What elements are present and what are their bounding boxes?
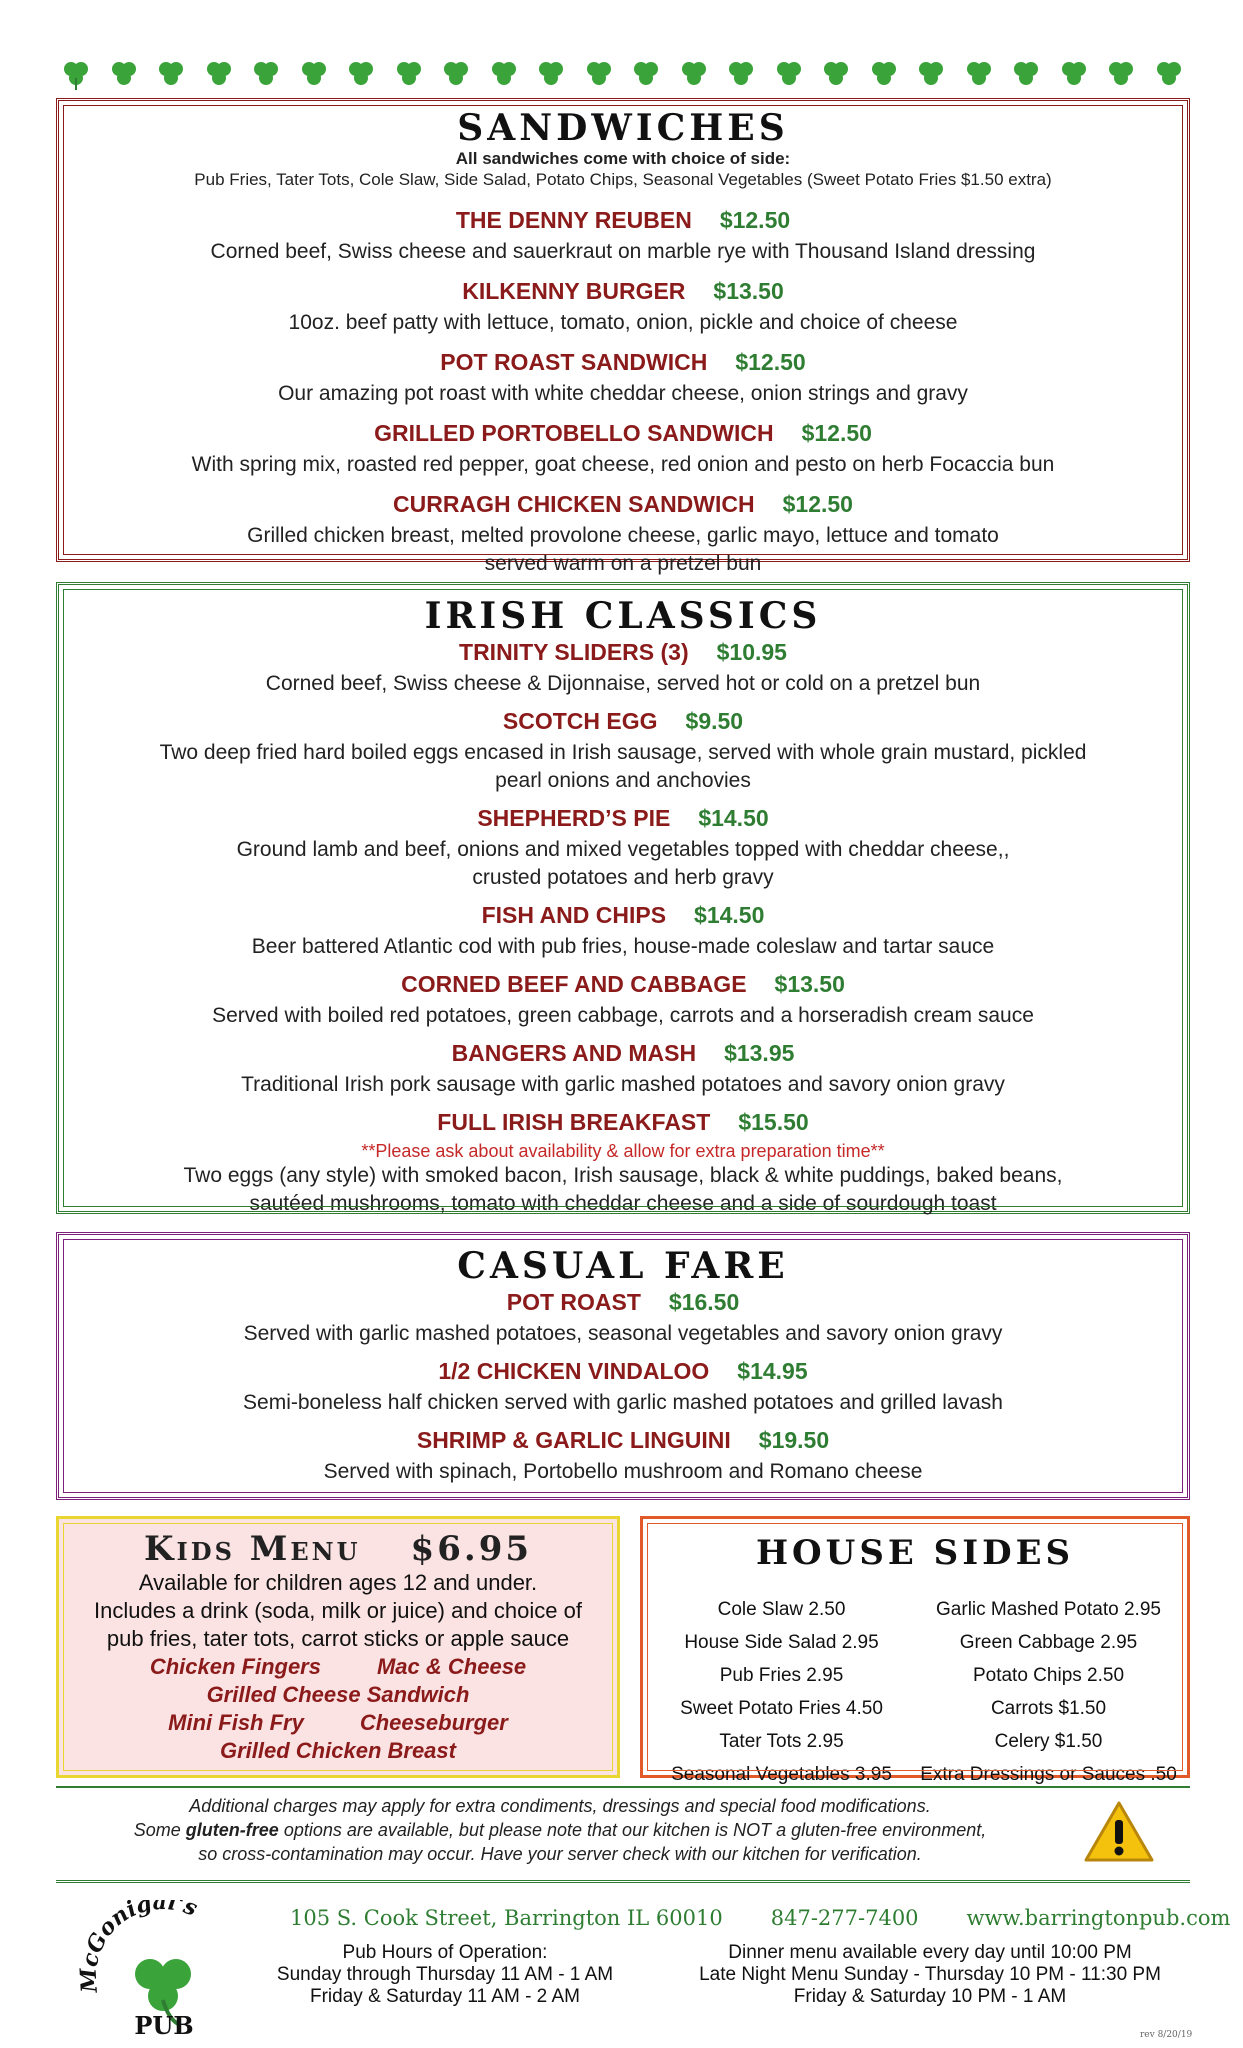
item-name: GRILLED PORTOBELLO SANDWICH	[374, 420, 774, 446]
sides-note-heading: All sandwiches come with choice of side:	[455, 149, 791, 168]
menu-item	[59, 489, 1187, 578]
section-title: IRISH CLASSICS	[424, 595, 822, 637]
menu-item	[59, 418, 1187, 479]
hours-title: Pub Hours of Operation:	[342, 1942, 548, 1963]
item-price: $12.50	[782, 491, 853, 517]
menu-item	[59, 1287, 1187, 1348]
hours-line: Sunday through Thursday 11 AM - 1 AM	[276, 1964, 614, 1985]
item-description-cont: served warm on a pretzel bun	[484, 552, 762, 575]
item-name: SHEPHERD’S PIE	[477, 805, 671, 831]
shamrock-icon	[298, 58, 330, 90]
shamrock-icon	[345, 58, 377, 90]
gluten-free-emphasis: gluten-free	[185, 1820, 279, 1840]
shamrock-icon	[155, 58, 187, 90]
shamrock-icon	[393, 58, 425, 90]
revision-note: rev 8/20/19	[1140, 2030, 1193, 2040]
warning-icon	[1083, 1800, 1155, 1864]
shamrock-icon	[725, 58, 757, 90]
kids-item: Chicken Fingers	[149, 1654, 321, 1679]
item-price: $12.50	[735, 349, 806, 375]
address: 105 S. Cook Street, Barrington IL 60010	[290, 1906, 723, 1930]
shamrock-icon	[1010, 58, 1042, 90]
menu-item	[59, 1107, 1187, 1218]
side-item: Garlic Mashed Potato 2.95	[936, 1599, 1161, 1620]
disclaimer-line: so cross-contamination may occur. Have your server check with our kitchen for verification.	[198, 1844, 922, 1864]
kids-text-line: Available for children ages 12 and under.	[138, 1570, 538, 1595]
hours-line: Dinner menu available every day until 10:00 PM	[728, 1942, 1132, 1963]
kids-item: Mac & Cheese	[376, 1654, 527, 1679]
menu-item	[59, 347, 1187, 408]
shamrock-icon	[60, 58, 92, 90]
svg-text:PUB: PUB	[134, 2011, 194, 2040]
kids-text-line: pub fries, tater tots, carrot sticks or apple sauce	[106, 1626, 570, 1651]
item-description: Corned beef, Swiss cheese and sauerkraut on marble rye with Thousand Island dressing	[210, 240, 1036, 263]
menu-item	[59, 205, 1187, 266]
divider	[56, 1880, 1190, 1883]
item-name: FULL IRISH BREAKFAST	[437, 1109, 711, 1135]
item-description: Corned beef, Swiss cheese & Dijonnaise, served hot or cold on a pretzel bun	[265, 672, 981, 695]
side-item: House Side Salad 2.95	[684, 1632, 879, 1653]
item-name: THE DENNY REUBEN	[455, 207, 692, 233]
shamrock-icon	[963, 58, 995, 90]
section-title: Kids Menu	[143, 1529, 361, 1569]
shamrock-icon	[583, 58, 615, 90]
sandwiches-section	[56, 98, 1190, 575]
kids-item: Mini Fish Fry	[168, 1710, 304, 1735]
item-name: FISH AND CHIPS	[481, 902, 667, 928]
svg-text:McGonigal's: McGonigal's	[78, 1900, 202, 1994]
casual-fare-section	[56, 1232, 1190, 1500]
item-description: Served with boiled red potatoes, green cabbage, carrots and a horseradish cream sauce	[212, 1004, 1034, 1027]
menu-item	[59, 1038, 1187, 1099]
item-price: $14.50	[694, 902, 765, 928]
side-item: Sweet Potato Fries 4.50	[680, 1698, 883, 1719]
availability-note: **Please ask about availability & allow for extra preparation time**	[361, 1141, 885, 1161]
side-item: Extra Dressings or Sauces .50	[920, 1764, 1177, 1785]
menu-item	[59, 637, 1187, 698]
kids-item: Grilled Chicken Breast	[220, 1738, 456, 1763]
dinner-hours	[680, 1942, 1180, 2008]
item-name: POT ROAST	[506, 1289, 641, 1315]
shamrock-icon	[488, 58, 520, 90]
item-price: $12.50	[719, 207, 791, 233]
side-item: Seasonal Vegetables 3.95	[671, 1764, 892, 1785]
sides-note-list: Pub Fries, Tater Tots, Cole Slaw, Side Salad, Potato Chips, Seasonal Vegetables (Sweet Potato Fries $1.50 extra)	[194, 170, 1052, 189]
item-price: $15.50	[738, 1109, 809, 1135]
hours-line: Friday & Saturday 11 AM - 2 AM	[310, 1986, 580, 2007]
item-price: $10.95	[716, 639, 787, 665]
contact-line	[290, 1906, 1231, 1930]
disclaimer	[60, 1794, 1060, 1866]
shamrock-icon	[820, 58, 852, 90]
shamrock-icon	[1105, 58, 1137, 90]
item-price: $13.50	[774, 971, 845, 997]
menu-item	[59, 706, 1187, 795]
shamrock-icon	[1153, 58, 1185, 90]
item-price: $13.95	[724, 1040, 795, 1066]
item-name: BANGERS AND MASH	[451, 1040, 697, 1066]
item-price: $19.50	[758, 1427, 830, 1453]
item-name: 1/2 CHICKEN VINDALOO	[438, 1358, 710, 1384]
menu-item	[59, 969, 1187, 1030]
item-name: SCOTCH EGG	[502, 708, 658, 734]
side-item: Green Cabbage 2.95	[959, 1632, 1138, 1653]
website-link[interactable]: www.barringtonpub.com	[966, 1906, 1231, 1930]
divider	[56, 1786, 1190, 1788]
shamrock-icon	[868, 58, 900, 90]
item-price: $14.95	[737, 1358, 808, 1384]
side-item: Celery $1.50	[994, 1731, 1103, 1752]
pub-logo	[78, 1900, 248, 2040]
disclaimer-line: Additional charges may apply for extra condiments, dressings and special food modifications.	[189, 1796, 931, 1816]
item-name: POT ROAST SANDWICH	[440, 349, 708, 375]
shamrock-icon	[203, 58, 235, 90]
item-price: $16.50	[668, 1289, 740, 1315]
side-item: Pub Fries 2.95	[719, 1665, 844, 1686]
item-description-cont: sautéed mushrooms, tomato with cheddar cheese and a side of sourdough toast	[249, 1192, 997, 1215]
pub-hours	[250, 1942, 640, 2008]
item-name: CURRAGH CHICKEN SANDWICH	[393, 491, 755, 517]
menu-item	[59, 803, 1187, 892]
side-item: Carrots $1.50	[990, 1698, 1107, 1719]
menu-item	[59, 1425, 1187, 1486]
disclaimer-line	[60, 1818, 1060, 1842]
item-description: Ground lamb and beef, onions and mixed vegetables topped with cheddar cheese,,	[236, 838, 1010, 861]
item-name: SHRIMP & GARLIC LINGUINI	[416, 1427, 731, 1453]
shamrock-icon	[250, 58, 282, 90]
house-sides-section	[640, 1516, 1190, 1785]
hours-line: Late Night Menu Sunday - Thursday 10 PM - 11:30 PM	[699, 1964, 1161, 1985]
item-description: Two eggs (any style) with smoked bacon, Irish sausage, black & white puddings, baked beans,	[183, 1164, 1063, 1187]
item-price: $12.50	[801, 420, 872, 446]
section-title: HOUSE SIDES	[755, 1533, 1075, 1573]
item-price: $9.50	[685, 708, 744, 734]
item-description: Two deep fried hard boiled eggs encased in Irish sausage, served with whole grain mustard, pickled	[159, 741, 1087, 764]
menu-item	[59, 1356, 1187, 1417]
kids-text-line: Includes a drink (soda, milk or juice) and choice of	[94, 1598, 582, 1623]
irish-classics-section	[56, 582, 1190, 1214]
phone: 847-277-7400	[770, 1906, 919, 1930]
side-item: Potato Chips 2.50	[972, 1665, 1125, 1686]
kids-item: Cheeseburger	[359, 1710, 508, 1735]
shamrock-icon	[1058, 58, 1090, 90]
item-description: 10oz. beef patty with lettuce, tomato, onion, pickle and choice of cheese	[288, 311, 958, 334]
side-item: Tater Tots 2.95	[719, 1731, 844, 1752]
disclaimer-text: Some	[133, 1820, 186, 1840]
clover-border	[60, 54, 1185, 94]
menu-item	[59, 900, 1187, 961]
kids-price: $6.95	[410, 1529, 533, 1569]
item-description: Our amazing pot roast with white cheddar cheese, onion strings and gravy	[278, 382, 968, 405]
section-title: SANDWICHES	[457, 107, 789, 149]
menu-item	[59, 276, 1187, 337]
item-description: Served with garlic mashed potatoes, seasonal vegetables and savory onion gravy	[243, 1322, 1003, 1345]
item-description: Beer battered Atlantic cod with pub fries, house-made coleslaw and tartar sauce	[251, 935, 995, 958]
shamrock-icon	[678, 58, 710, 90]
sides-list	[643, 1593, 1187, 1791]
shamrock-icon	[108, 58, 140, 90]
section-title: CASUAL FARE	[457, 1245, 789, 1287]
shamrock-icon	[440, 58, 472, 90]
item-description-cont: pearl onions and anchovies	[495, 769, 751, 792]
shamrock-icon	[535, 58, 567, 90]
item-description: Semi-boneless half chicken served with garlic mashed potatoes and grilled lavash	[243, 1391, 1003, 1414]
side-item: Cole Slaw 2.50	[717, 1599, 846, 1620]
item-description: Grilled chicken breast, melted provolone cheese, garlic mayo, lettuce and tomato	[247, 524, 999, 547]
disclaimer-text: options are available, but please note that our kitchen is NOT a gluten-free environment,	[278, 1820, 987, 1840]
item-price: $14.50	[698, 805, 769, 831]
item-description-cont: crusted potatoes and herb gravy	[472, 866, 774, 889]
hours-line: Friday & Saturday 10 PM - 1 AM	[793, 1986, 1067, 2007]
shamrock-icon	[630, 58, 662, 90]
item-price: $13.50	[713, 278, 784, 304]
item-name: KILKENNY BURGER	[462, 278, 686, 304]
item-name: CORNED BEEF AND CABBAGE	[401, 971, 747, 997]
item-description: Traditional Irish pork sausage with garlic mashed potatoes and savory onion gravy	[241, 1073, 1005, 1096]
kids-menu-section	[56, 1516, 620, 1778]
kids-item: Grilled Cheese Sandwich	[206, 1682, 470, 1707]
item-description: With spring mix, roasted red pepper, goat cheese, red onion and pesto on herb Focaccia bun	[191, 453, 1055, 476]
shamrock-icon	[773, 58, 805, 90]
item-description: Served with spinach, Portobello mushroom and Romano cheese	[323, 1460, 923, 1483]
shamrock-icon	[915, 58, 947, 90]
item-name: TRINITY SLIDERS (3)	[459, 639, 689, 665]
